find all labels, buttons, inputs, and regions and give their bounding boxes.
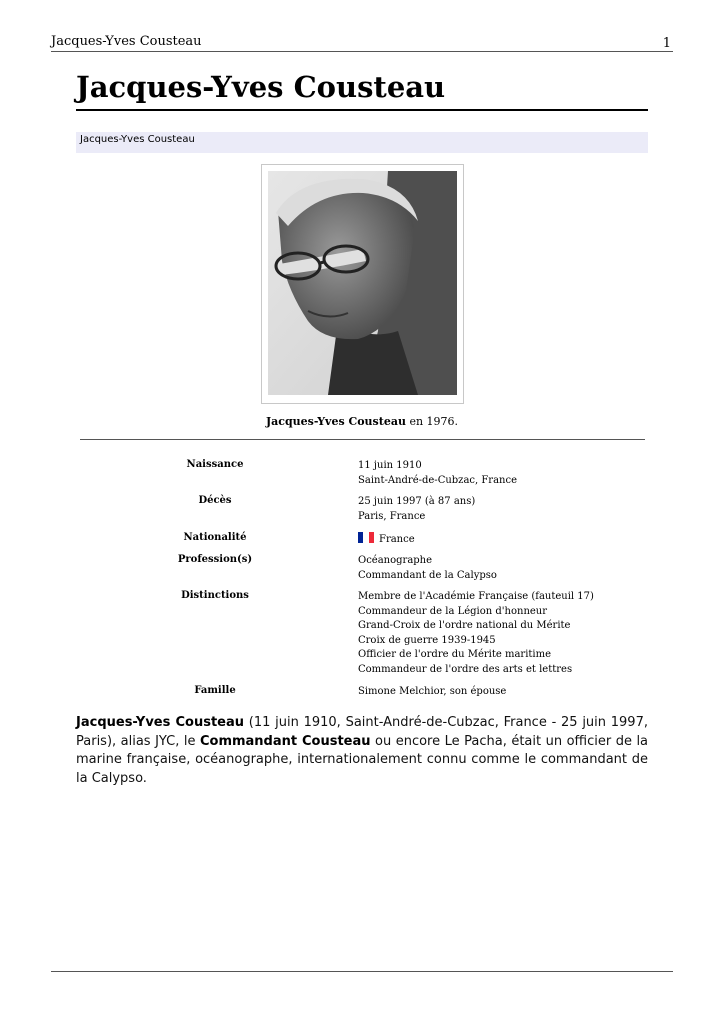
infobox-value — [358, 554, 658, 583]
lead-text: (11 juin 1910, Saint-André-de-Cubzac, France - 25 juin 1997, Paris), alias JYC, le — [76, 715, 648, 749]
value-line: Saint-André-de-Cubzac, France — [358, 474, 518, 486]
infobox-value — [358, 685, 658, 700]
lead-paragraph — [76, 714, 648, 788]
infobox-header-label: Jacques-Yves Cousteau — [80, 134, 195, 145]
infobox-header — [76, 132, 648, 153]
value-line: France — [379, 534, 415, 545]
infobox-label: Famille — [194, 685, 236, 696]
article-title: Jacques-Yves Cousteau — [76, 66, 648, 111]
running-header — [51, 33, 673, 52]
page-number: 1 — [662, 36, 671, 51]
caption-name: Jacques-Yves Cousteau — [265, 415, 406, 428]
value-line: 11 juin 1910 — [358, 460, 422, 471]
running-title: Jacques-Yves Cousteau — [51, 34, 202, 49]
france-flag-icon — [358, 532, 374, 543]
infobox-label: Naissance — [186, 459, 244, 470]
infobox-label: Distinctions — [181, 590, 249, 601]
infobox-value — [358, 532, 658, 548]
value-line: Simone Melchior, son épouse — [358, 686, 507, 697]
value-line: Membre de l'Académie Française (fauteuil 17) — [358, 591, 594, 602]
value-line: Grand-Croix de l'ordre national du Mérite — [358, 620, 571, 632]
footer-rule — [51, 971, 673, 972]
value-line: Officier de l'ordre du Mérite maritime — [358, 649, 552, 661]
value-line: 25 juin 1997 (à 87 ans) — [358, 496, 476, 507]
portrait-image — [261, 164, 464, 404]
infobox-label: Décès — [198, 495, 232, 506]
infobox-value — [358, 590, 658, 678]
caption-text: en 1976. — [405, 415, 459, 428]
value-line: Commandeur de l'ordre des arts et lettres — [358, 663, 573, 675]
infobox-label: Nationalité — [183, 532, 247, 543]
image-caption — [76, 415, 648, 428]
lead-nickname: Commandant Cousteau — [199, 733, 371, 749]
value-line: Commandant de la Calypso — [358, 569, 497, 581]
infobox-value — [358, 459, 658, 488]
infobox-divider — [80, 439, 645, 440]
infobox-value — [358, 495, 658, 524]
lead-name: Jacques-Yves Cousteau — [76, 715, 245, 730]
infobox-label: Profession(s) — [177, 554, 253, 565]
portrait-photo — [268, 171, 457, 395]
value-line: Commandeur de la Légion d'honneur — [358, 605, 548, 617]
lead-text: ou encore Le Pacha, était un officier de la marine française, océanographe, internationalement connu comme le commandant de la Calypso. — [76, 733, 649, 786]
flag-stripe — [369, 532, 374, 543]
value-line: Croix de guerre 1939-1945 — [358, 634, 496, 646]
value-line: Océanographe — [358, 555, 433, 566]
value-line: Paris, France — [358, 510, 426, 522]
